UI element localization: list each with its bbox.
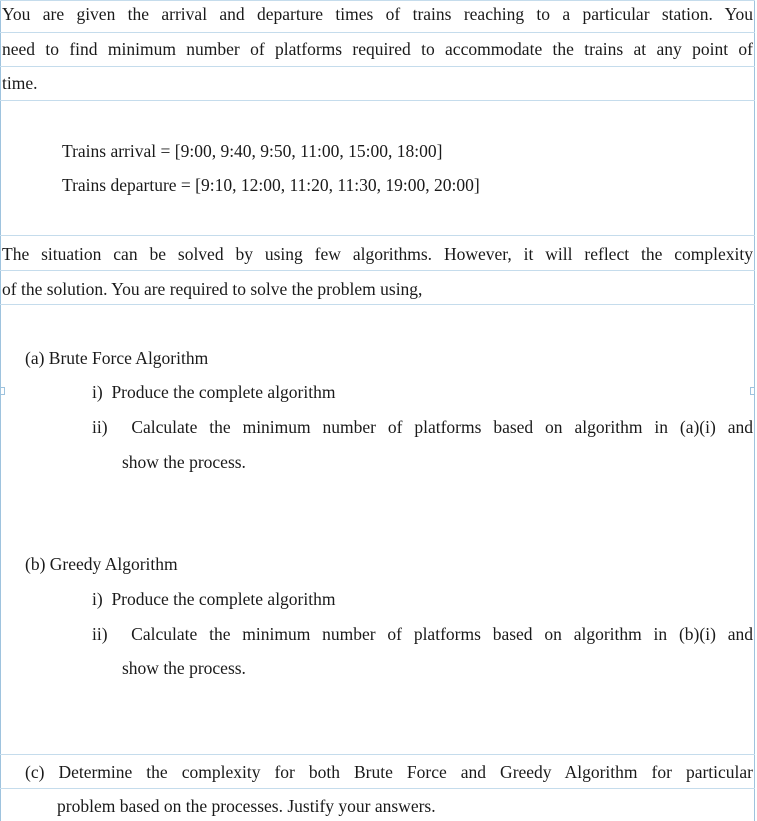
part-c-line-2: problem based on the processes. Justify your answers. <box>57 796 436 816</box>
part-b-item-ii-line-1: ii) Calculate the minimum number of platforms based on algorithm in (b)(i) and <box>92 624 753 644</box>
table-left-border <box>0 0 1 821</box>
table-resize-handle-right[interactable] <box>750 387 755 395</box>
row-divider <box>0 32 755 33</box>
situation-line-2: of the solution. You are required to solve the problem using, <box>2 279 423 299</box>
row-divider <box>0 66 755 67</box>
row-divider <box>0 235 755 236</box>
row-divider <box>0 304 755 305</box>
part-a-item-i: i) Produce the complete algorithm <box>92 382 336 402</box>
arrival-times: Trains arrival = [9:00, 9:40, 9:50, 11:00, 15:00, 18:00] <box>62 141 443 161</box>
intro-line-2: need to find minimum number of platforms required to accommodate the trains at any point of <box>2 39 753 59</box>
row-divider <box>0 754 755 755</box>
part-a-heading: (a) Brute Force Algorithm <box>25 348 209 368</box>
table-right-border <box>754 0 755 821</box>
row-divider <box>0 788 755 789</box>
part-b-item-ii-line-2: show the process. <box>122 658 246 678</box>
part-b-heading: (b) Greedy Algorithm <box>25 554 178 574</box>
departure-times: Trains departure = [9:10, 12:00, 11:20, 11:30, 19:00, 20:00] <box>62 175 480 195</box>
part-a-item-ii-line-1: ii) Calculate the minimum number of platforms based on algorithm in (a)(i) and <box>92 417 753 437</box>
intro-line-1: You are given the arrival and departure times of trains reaching to a particular station. You <box>2 4 753 24</box>
table-resize-handle-left[interactable] <box>0 387 5 395</box>
situation-line-1: The situation can be solved by using few algorithms. However, it will reflect the complexity <box>2 244 753 264</box>
part-b-item-i: i) Produce the complete algorithm <box>92 589 336 609</box>
row-divider <box>0 270 755 271</box>
part-c-line-1: (c) Determine the complexity for both Brute Force and Greedy Algorithm for particular <box>25 762 753 782</box>
row-divider <box>0 100 755 101</box>
part-a-item-ii-line-2: show the process. <box>122 452 246 472</box>
intro-line-3: time. <box>2 73 38 93</box>
table-top-border <box>0 0 755 1</box>
